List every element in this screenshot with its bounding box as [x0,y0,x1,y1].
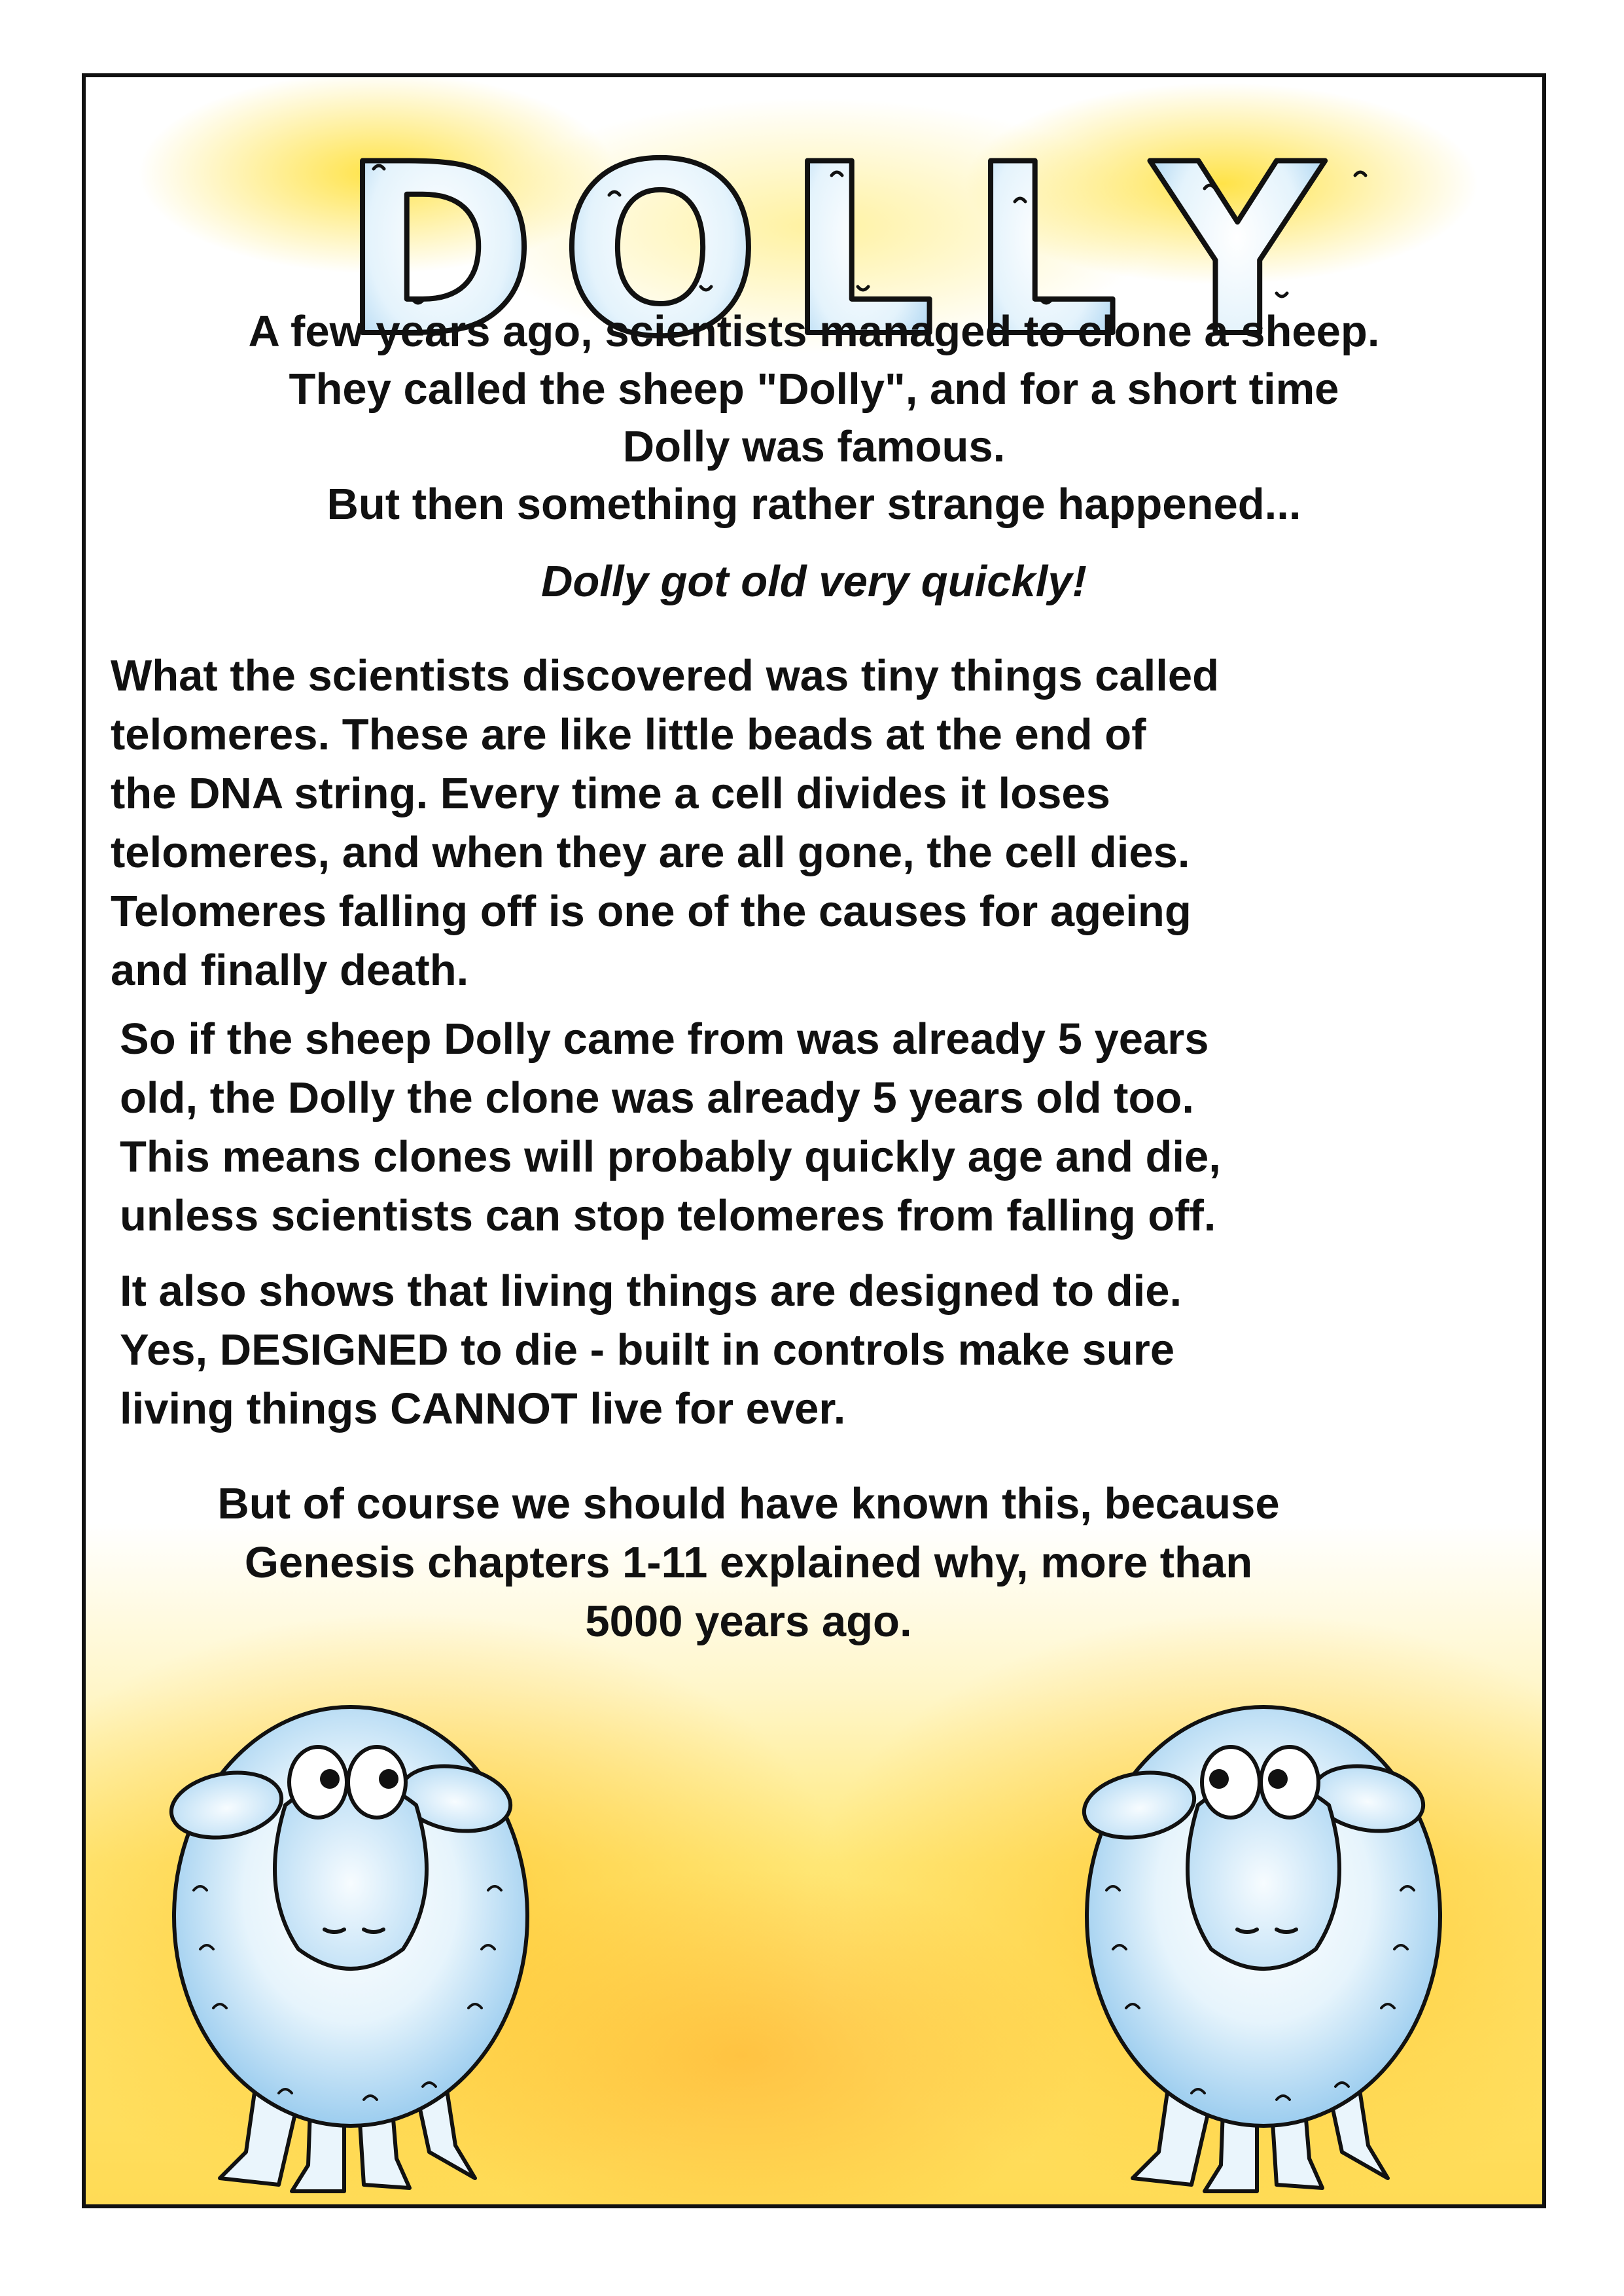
title-letter-o: O [560,117,761,365]
title-letter-l1: L [786,117,936,365]
closing-block [82,1475,1477,1651]
sheep-left-illustration [148,1641,554,2204]
title-letter-y: Y [1152,117,1323,365]
paragraph-designed [120,1262,1527,1439]
page-frame [82,73,1546,2208]
intro-block [86,303,1542,611]
title-letter-d: D [341,117,537,365]
paragraph-2-text: So if the sheep Dolly came from was already 5 years old, the Dolly the clone was already 5 years old too. This means clones will probably quickly age and die, unless scientists can stop telomeres from falling off. [120,1014,1221,1240]
intro-line-4: But then something rather strange happened... [327,480,1301,529]
sheep-right-illustration [1061,1641,1466,2204]
title-letter-l2: L [969,117,1120,365]
paragraph-1-text: What the scientists discovered was tiny things called telomeres. These are like little beads at the end of the DNA string. Every time a cell divides it loses telomeres, and when they are all gone, the cell dies. Telomeres falling off is one of the causes for ageing and finally death. [111,651,1220,995]
intro-line-3: Dolly was famous. [622,422,1006,471]
paragraph-3-text: It also shows that living things are designed to die. Yes, DESIGNED to die - built in controls make sure living things CANNOT live for ever. [120,1266,1182,1433]
closing-text: But of course we should have known this, because Genesis chapters 1-11 explained why, more than 5000 years ago. [217,1479,1280,1646]
intro-line-2: They called the sheep "Dolly", and for a short time [289,365,1339,414]
intro-emphasis: Dolly got old very quickly! [541,557,1087,606]
intro-line-1: A few years ago, scientists managed to clone a sheep. [248,307,1380,356]
paragraph-telomeres [111,647,1524,1000]
paragraph-clone-age [120,1010,1527,1246]
